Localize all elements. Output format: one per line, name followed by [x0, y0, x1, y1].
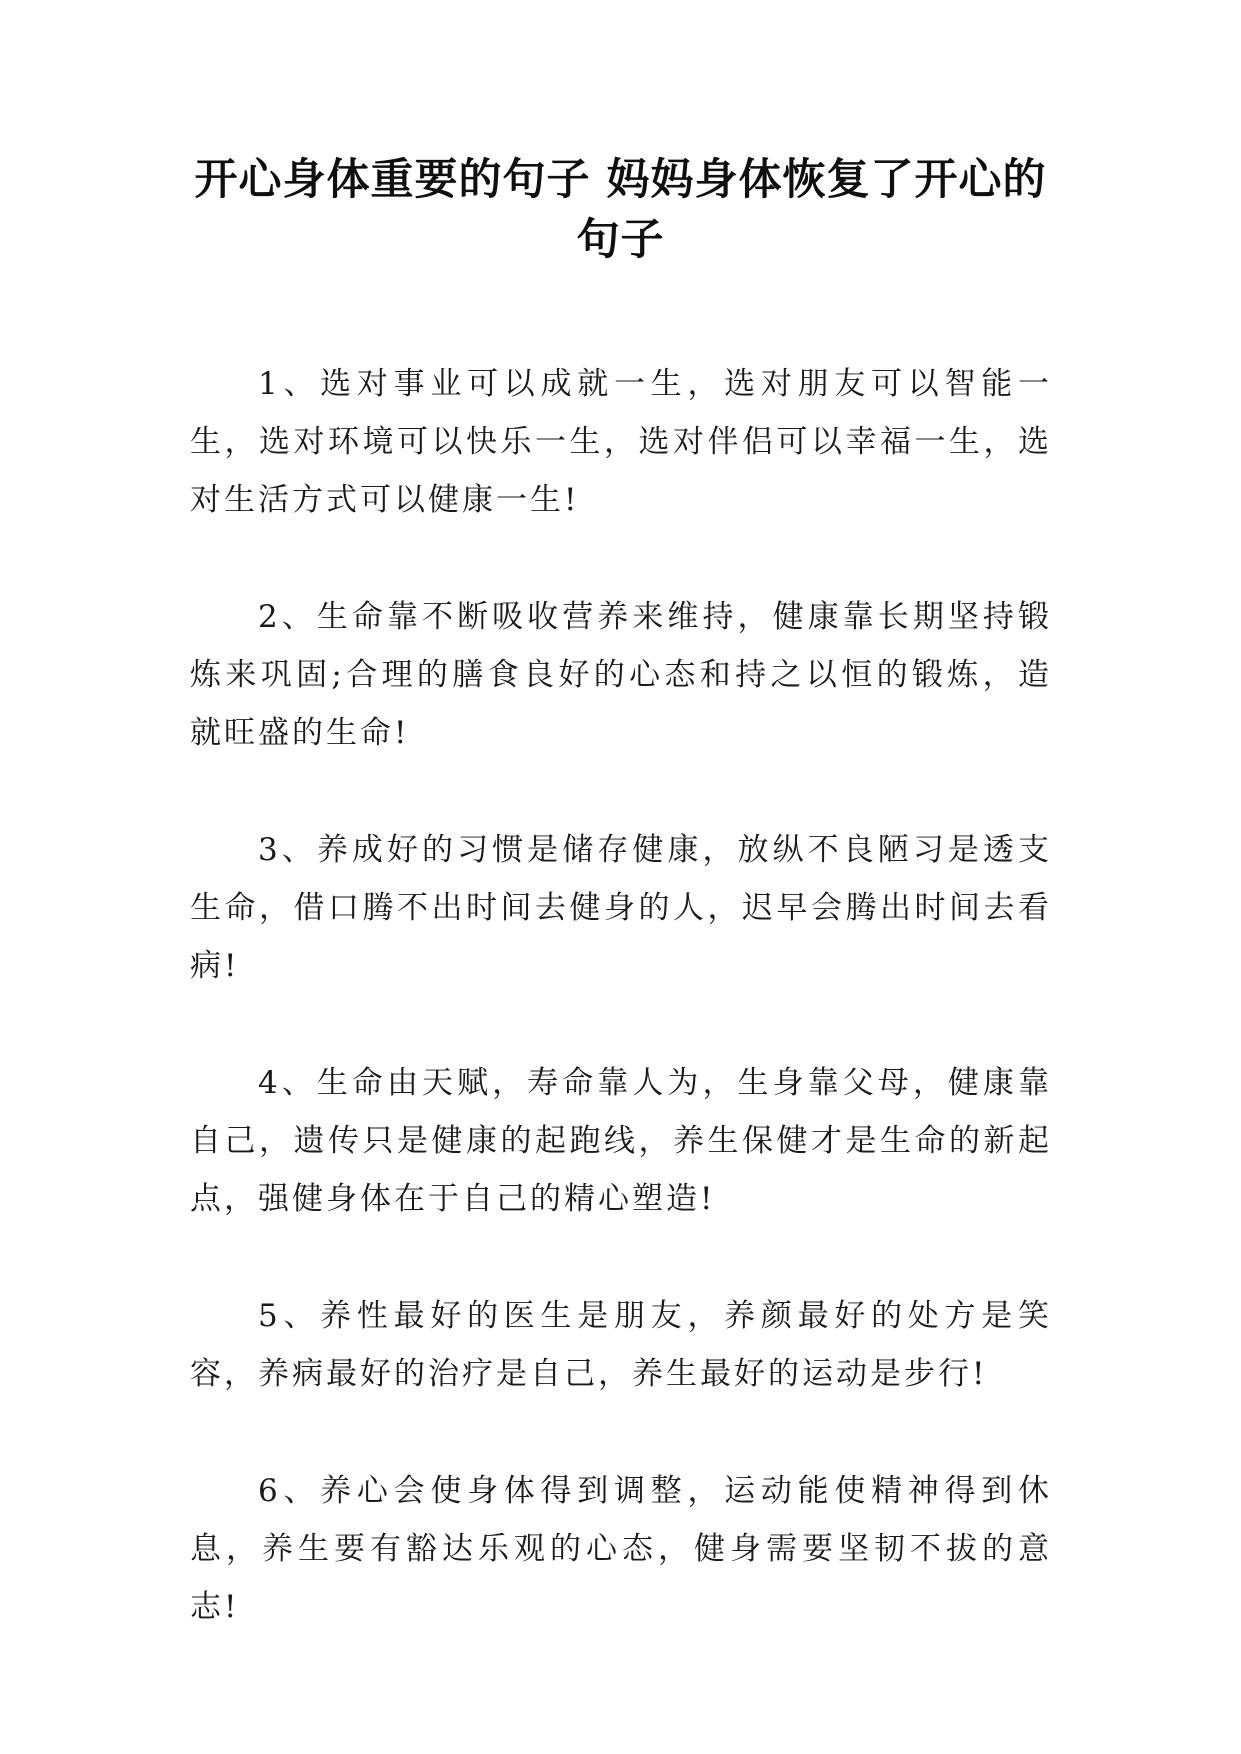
- page-title: 开心身体重要的句子 妈妈身体恢复了开心的句子: [194, 155, 1047, 265]
- paragraph-2: 2、生命靠不断吸收营养来维持，健康靠长期坚持锻炼来巩固;合理的膳食良好的心态和持之以恒的锻炼，造就旺盛的生命!: [190, 599, 1052, 751]
- paragraph-5: 5、养性最好的医生是朋友，养颜最好的处方是笑容，养病最好的治疗是自己，养生最好的运动是步行!: [190, 1298, 1052, 1392]
- paragraph-4: 4、生命由天赋，寿命靠人为，生身靠父母，健康靠自己，遗传只是健康的起跑线，养生保健才是生命的新起点，强健身体在于自己的精心塑造!: [190, 1065, 1052, 1217]
- article-body: [190, 355, 1052, 1636]
- paragraph-3: 3、养成好的习惯是储存健康，放纵不良陋习是透支生命，借口腾不出时间去健身的人，迟早会腾出时间去看病!: [190, 832, 1052, 984]
- paragraph-6: 6、养心会使身体得到调整，运动能使精神得到休息，养生要有豁达乐观的心态，健身需要坚韧不拔的意志!: [190, 1473, 1052, 1625]
- paragraph-1: 1、选对事业可以成就一生，选对朋友可以智能一生，选对环境可以快乐一生，选对伴侣可以幸福一生，选对生活方式可以健康一生!: [190, 366, 1052, 518]
